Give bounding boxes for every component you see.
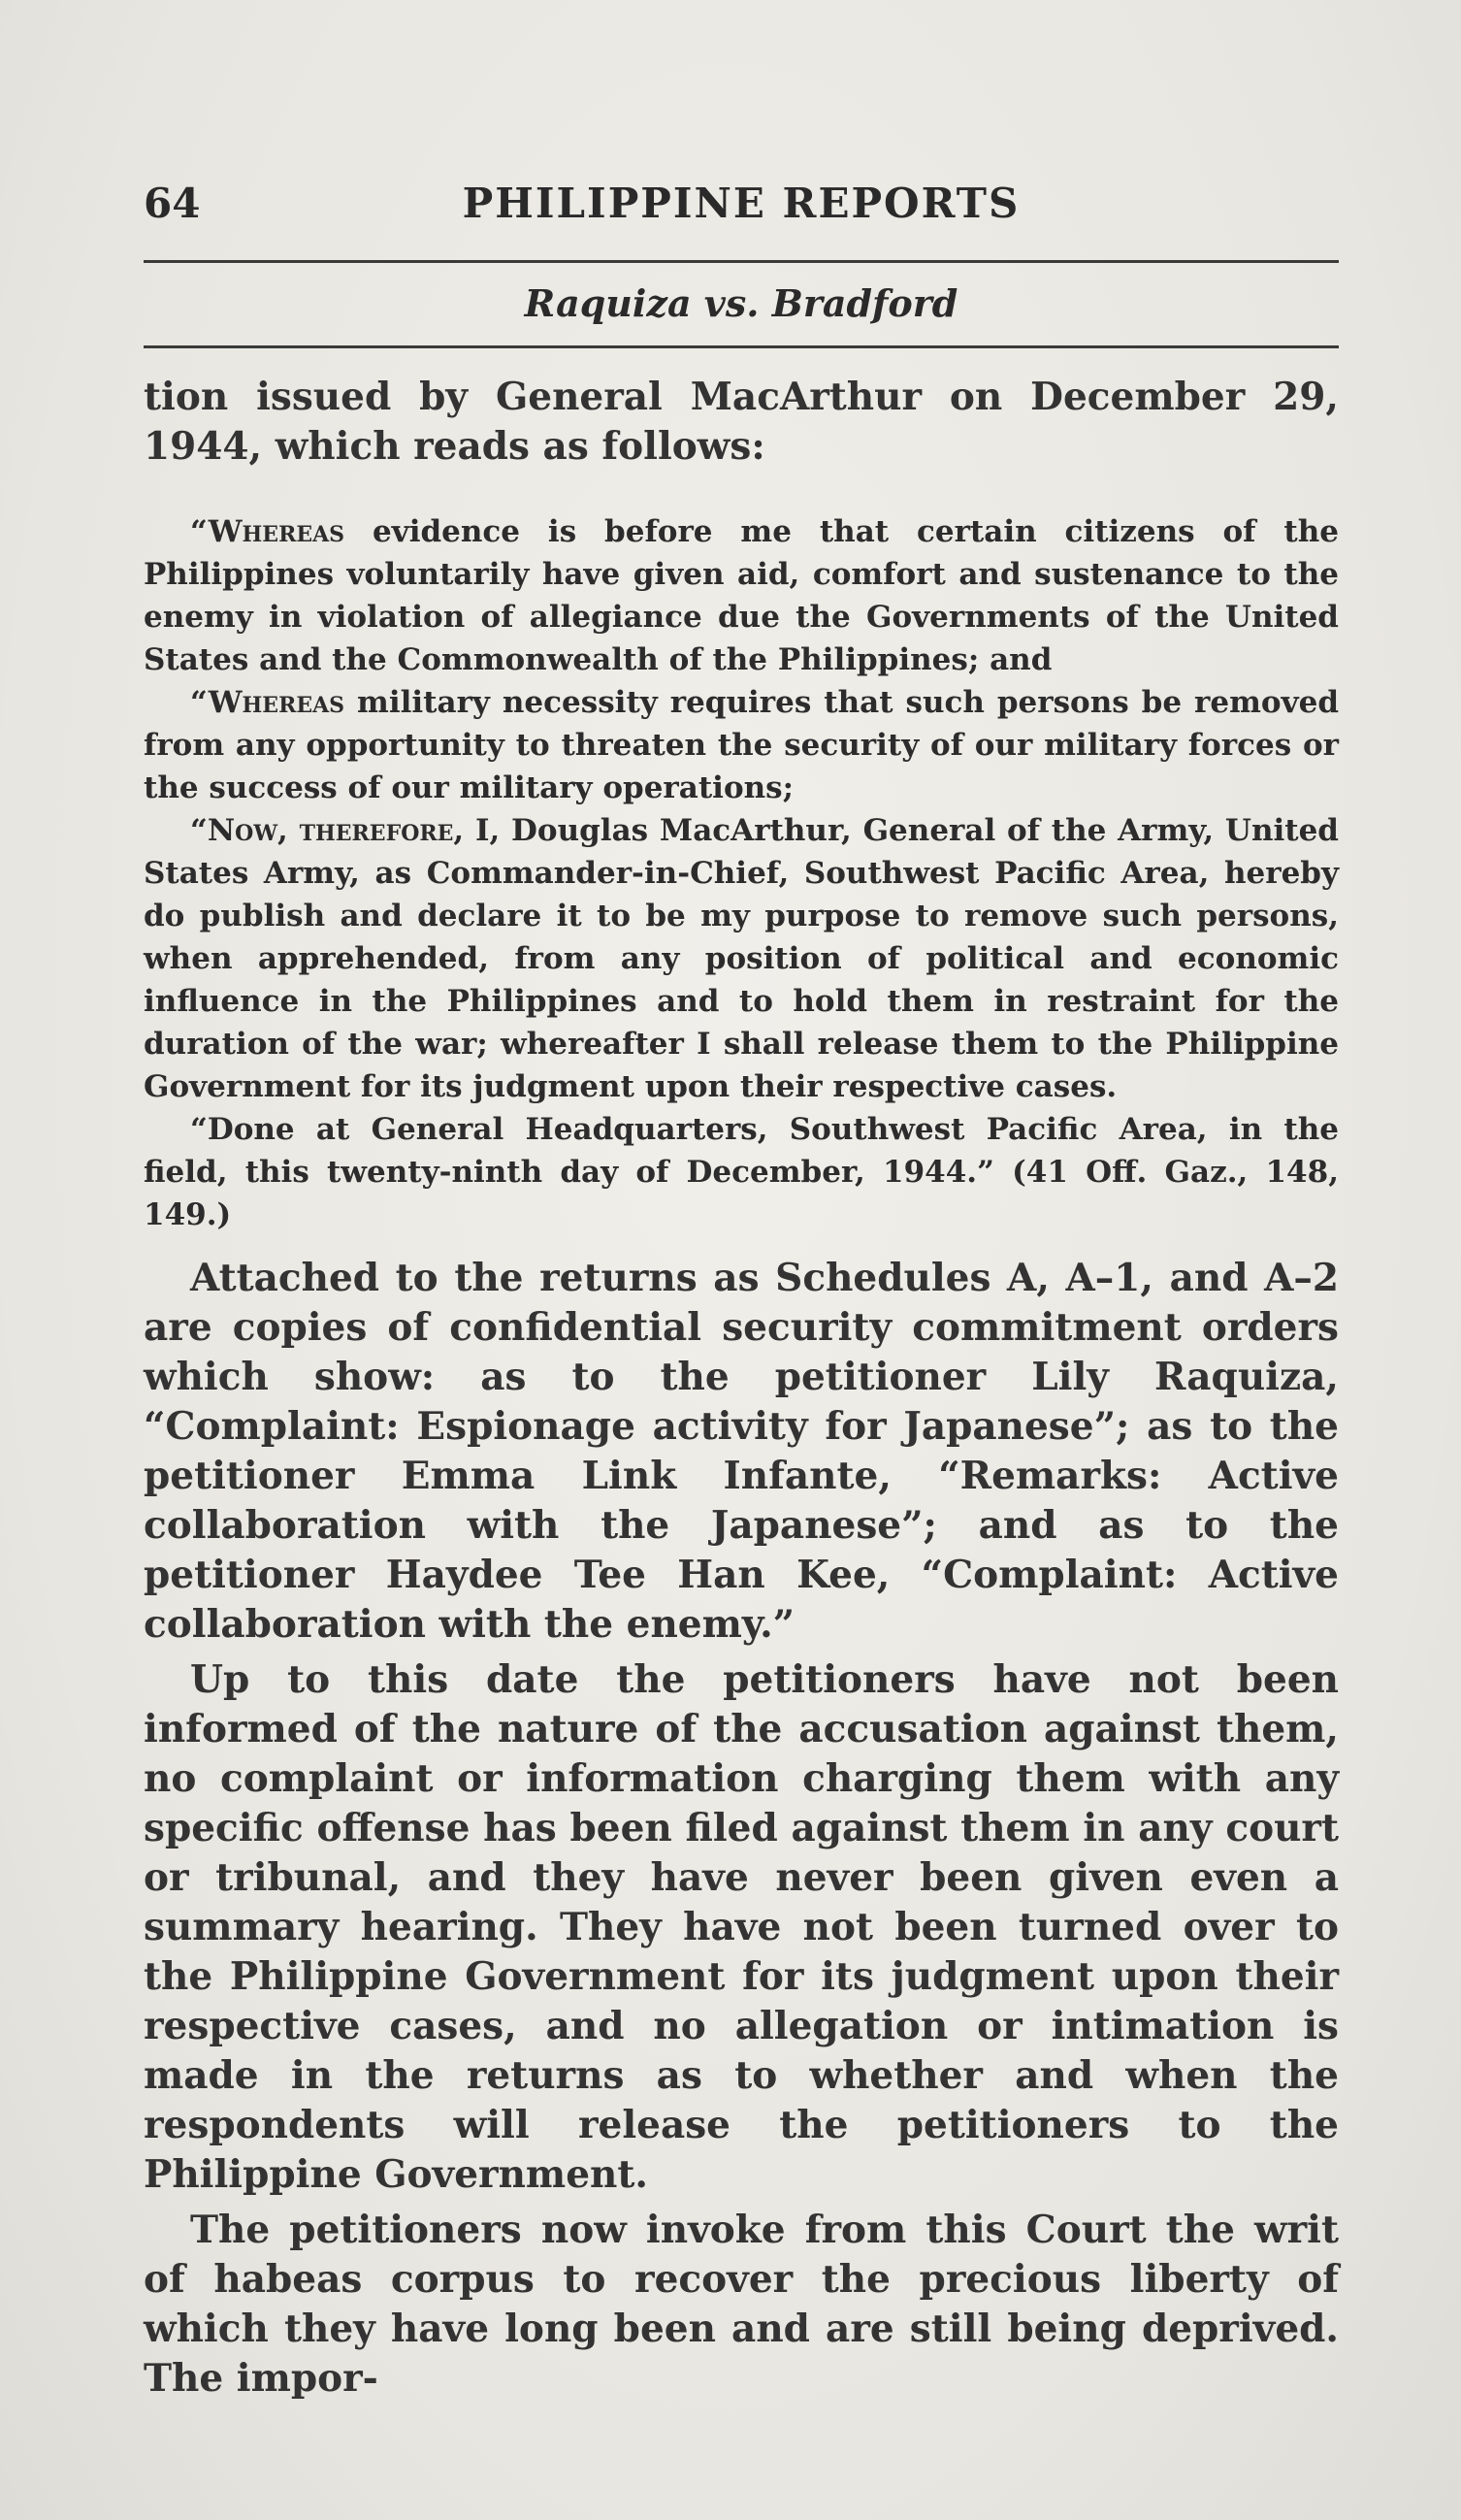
page-body	[144, 373, 1339, 2404]
case-title: Raquiza vs. Bradford	[524, 281, 958, 325]
quote-lead: “Whereas	[190, 514, 345, 549]
quote-text: evidence is before me that certain citizens of the Philippines voluntarily have given aid, comfort and sustenance to the enemy in violation of allegiance due the Governments of the United States and the Commonwealth of the Philippines; and	[144, 514, 1339, 677]
header-rule-top	[144, 260, 1339, 263]
quote-text: military necessity requires that such persons be removed from any opportunity to threaten the security of our military forces or the success of our military operations;	[144, 685, 1339, 805]
quote-text: I, Douglas MacArthur, General of the Army, United States Army, as Commander-in-Chief, Southwest Pacific Area, hereby do publish and declare it to be my purpose to remove such persons, when apprehended, from any position of political and economic influence in the Philippines and to hold them in restraint for the duration of the war; whereafter I shall release them to the Philippine Government for its judgment upon their respective cases.	[144, 813, 1339, 1104]
quote-paragraph	[144, 510, 1339, 681]
header-rule-bottom	[144, 345, 1339, 348]
opening-paragraph: tion issued by General MacArthur on December 29, 1944, which reads as follows:	[144, 375, 1339, 469]
running-title: PHILIPPINE REPORTS	[462, 180, 1021, 227]
quote-lead: “Now, therefore,	[190, 813, 465, 848]
quote-paragraph	[144, 1108, 1339, 1236]
quote-text: “Done at General Headquarters, Southwest Pacific Area, in the field, this twenty-ninth day of December, 1944.” (41 Off. Gaz., 148, 149.)	[144, 1112, 1339, 1232]
quote-lead: “Whereas	[190, 685, 345, 720]
proclamation-quote	[144, 510, 1339, 1236]
page-number: 64	[144, 180, 201, 227]
quote-paragraph	[144, 681, 1339, 809]
body-paragraph: The petitioners now invoke from this Court the writ of habeas corpus to recover the precious liberty of which they have long been and are still being deprived. The impor-	[144, 2208, 1339, 2401]
page-header	[144, 180, 1339, 238]
body-paragraph: Up to this date the petitioners have not been informed of the nature of the accusation against them, no complaint or information charging them with any specific offense has been filed against them in any court or tribunal, and they have never been given even a summary hearing. They have not been turned over to the Philippine Government for its judgment upon their respective cases, and no allegation or intimation is made in the returns as to whether and when the respondents will release the petitioners to the Philippine Government.	[144, 1657, 1339, 2197]
body-paragraph: Attached to the returns as Schedules A, A–1, and A–2 are copies of confidential security commitment orders which show: as to the petitioner Lily Raquiza, “Complaint: Espionage activity for Japanese”; as to the petitioner Emma Link Infante, “Remarks: Active collaboration with the Japanese”; and as to the petitioner Haydee Tee Han Kee, “Complaint: Active collaboration with the enemy.”	[144, 1256, 1339, 1647]
quote-paragraph	[144, 809, 1339, 1108]
